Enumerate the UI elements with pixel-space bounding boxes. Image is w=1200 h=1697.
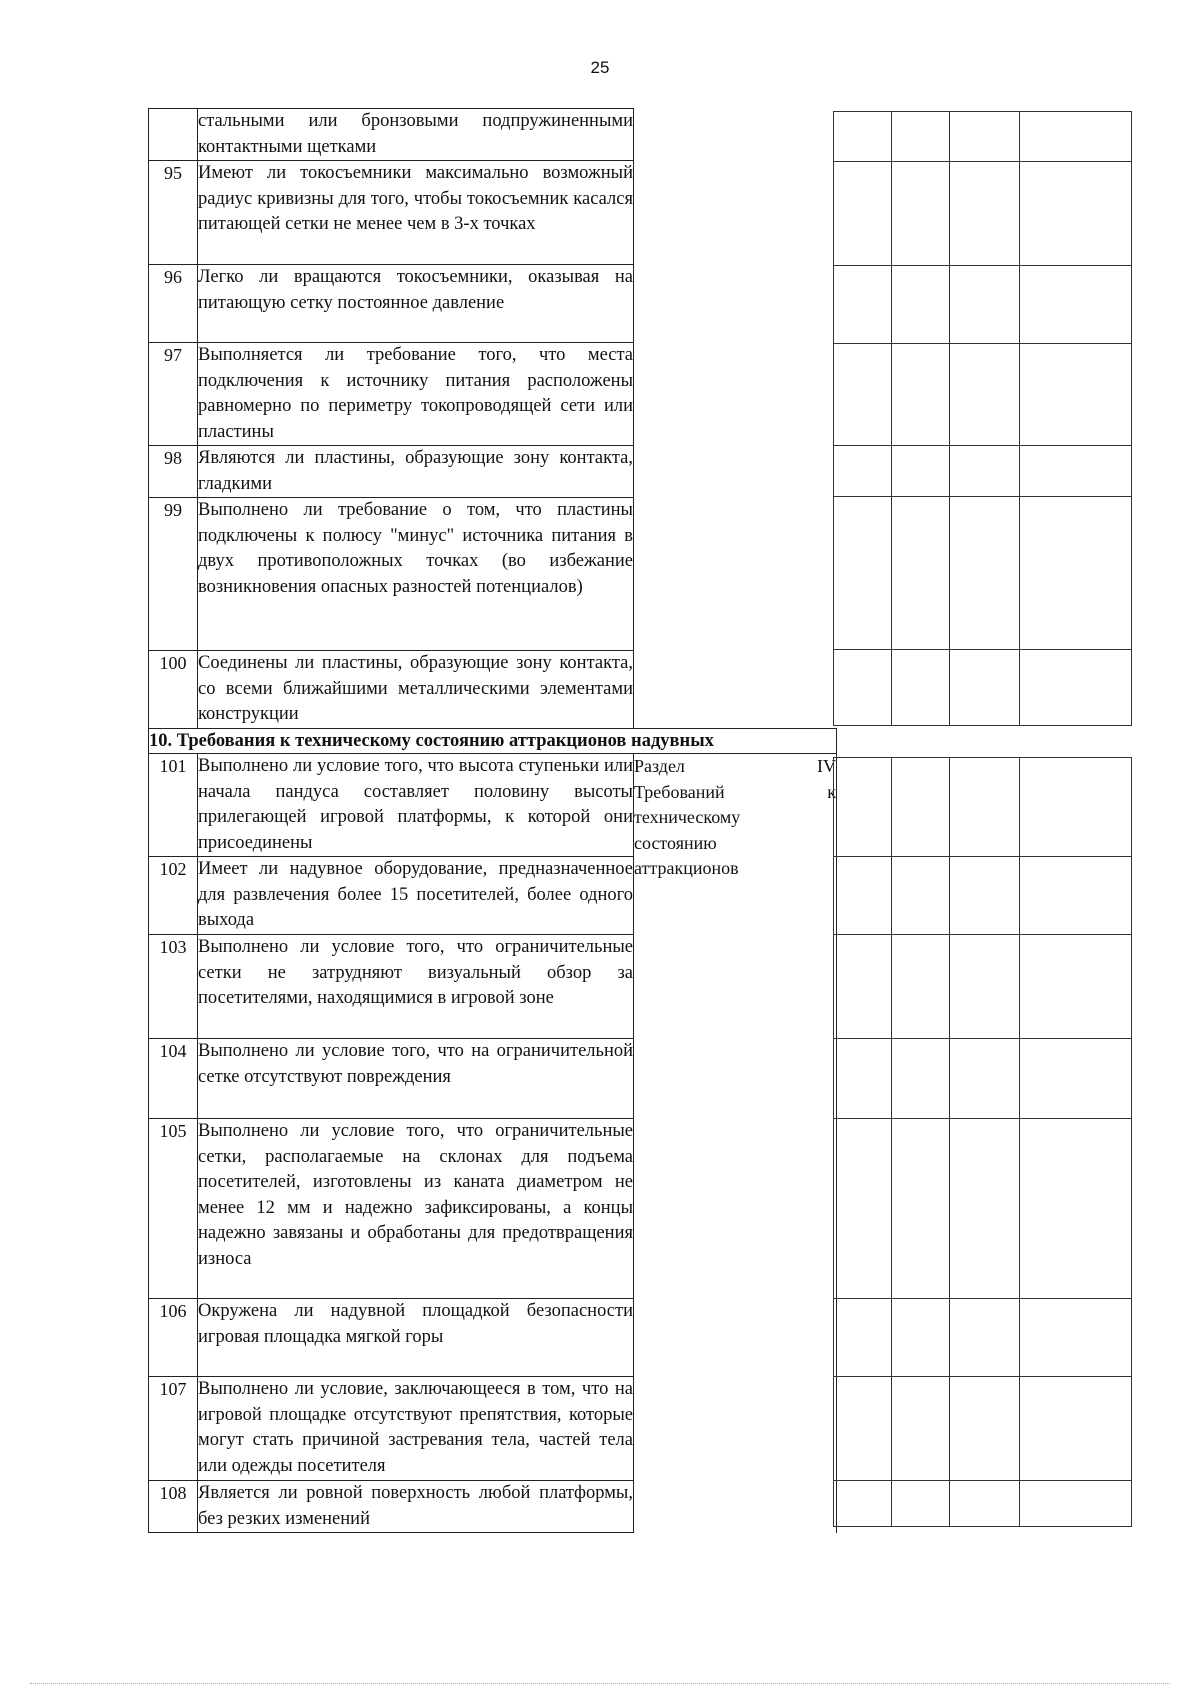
mark-cell xyxy=(834,650,892,726)
marks-row xyxy=(834,446,1132,497)
mark-cell xyxy=(1020,344,1132,446)
mark-cell xyxy=(950,112,1020,162)
empty-reference-cell xyxy=(634,109,837,729)
regulation-reference xyxy=(634,754,837,1533)
mark-cell xyxy=(892,162,950,266)
row-number: 99 xyxy=(149,498,198,651)
mark-cell xyxy=(892,112,950,162)
marks-row xyxy=(834,935,1132,1039)
mark-cell xyxy=(892,1299,950,1377)
mark-cell xyxy=(950,650,1020,726)
mark-cell xyxy=(892,1119,950,1299)
reference-word: Требований xyxy=(634,781,725,802)
reference-word: аттракционов xyxy=(634,858,739,878)
mark-cell xyxy=(892,758,950,857)
row-number: 106 xyxy=(149,1299,198,1377)
mark-cell xyxy=(892,857,950,935)
mark-cell xyxy=(1020,1039,1132,1119)
mark-cell xyxy=(892,446,950,497)
mark-cell xyxy=(892,1039,950,1119)
row-number: 105 xyxy=(149,1119,198,1299)
mark-cell xyxy=(1020,1119,1132,1299)
question-text: Легко ли вращаются токосъемники, оказывая на питающую сетку постоянное давление xyxy=(198,265,634,343)
mark-cell xyxy=(950,1377,1020,1481)
reference-line xyxy=(634,754,836,780)
mark-cell xyxy=(1020,1299,1132,1377)
mark-cell xyxy=(1020,112,1132,162)
question-text: Выполнено ли условие того, что высота ступеньки или начала пандуса составляет половину высоты прилегающей игровой платформы, к которой они присоединены xyxy=(198,754,634,857)
section-heading: 10. Требования к техническому состоянию аттракционов надувных xyxy=(149,729,837,754)
mark-cell xyxy=(1020,446,1132,497)
mark-cell xyxy=(834,1299,892,1377)
question-text: Являются ли пластины, образующие зону контакта, гладкими xyxy=(198,446,634,498)
mark-cell xyxy=(834,497,892,650)
mark-cell xyxy=(892,1377,950,1481)
mark-cell xyxy=(892,497,950,650)
row-number: 97 xyxy=(149,343,198,446)
reference-line xyxy=(634,831,836,857)
reference-word: IV xyxy=(817,756,836,776)
scan-edge-line xyxy=(30,1683,1170,1684)
marks-row xyxy=(834,1377,1132,1481)
mark-cell xyxy=(834,857,892,935)
mark-cell xyxy=(1020,758,1132,857)
row-number: 102 xyxy=(149,857,198,935)
mark-cell xyxy=(834,1039,892,1119)
mark-cell xyxy=(834,446,892,497)
row-number: 96 xyxy=(149,265,198,343)
marks-row xyxy=(834,497,1132,650)
marks-row xyxy=(834,1119,1132,1299)
reference-word: Раздел xyxy=(634,756,685,776)
row-number: 95 xyxy=(149,161,198,265)
marks-row xyxy=(834,266,1132,344)
reference-line xyxy=(634,805,836,831)
row-number: 107 xyxy=(149,1377,198,1481)
question-text: Соединены ли пластины, образующие зону контакта, со всеми ближайшими металлическими элементами конструкции xyxy=(198,651,634,729)
row-number: 101 xyxy=(149,754,198,857)
mark-cell xyxy=(892,935,950,1039)
mark-cell xyxy=(1020,1481,1132,1527)
mark-cell xyxy=(834,344,892,446)
mark-cell xyxy=(834,1481,892,1527)
mark-cell xyxy=(892,344,950,446)
mark-cell xyxy=(892,266,950,344)
row-number: 100 xyxy=(149,651,198,729)
reference-line xyxy=(634,780,836,806)
checklist-table xyxy=(148,108,837,1533)
row-number: 98 xyxy=(149,446,198,498)
mark-cell xyxy=(950,446,1020,497)
marks-row xyxy=(834,1039,1132,1119)
reference-word: состоянию xyxy=(634,832,717,853)
marks-row xyxy=(834,344,1132,446)
question-text: Окружена ли надувной площадкой безопасности игровая площадка мягкой горы xyxy=(198,1299,634,1377)
mark-cell xyxy=(1020,650,1132,726)
question-text: Выполнено ли условие, заключающееся в том, что на игровой площадке отсутствуют препятствия, которые могут стать причиной застревания тела, частей тела или одежды посетителя xyxy=(198,1377,634,1481)
marks-row xyxy=(834,1299,1132,1377)
mark-cell xyxy=(950,266,1020,344)
mark-cell xyxy=(950,1039,1020,1119)
question-text: Выполнено ли условие того, что на ограничительной сетке отсутствуют повреждения xyxy=(198,1039,634,1119)
reference-line xyxy=(634,856,836,882)
mark-cell xyxy=(834,112,892,162)
mark-cell xyxy=(950,758,1020,857)
mark-cell xyxy=(834,266,892,344)
marks-row xyxy=(834,162,1132,266)
mark-cell xyxy=(834,758,892,857)
mark-cell xyxy=(1020,1377,1132,1481)
reference-word: к xyxy=(827,781,836,802)
marks-row xyxy=(834,650,1132,726)
question-text: Выполнено ли условие того, что ограничительные сетки, располагаемые на склонах для подъема посетителей, изготовлены из каната диаметром не менее 12 мм и надежно зафиксированы, а концы надежно завязаны и обработаны для предотвращения износа xyxy=(198,1119,634,1299)
question-text: Имеют ли токосъемники максимально возможный радиус кривизны для того, чтобы токосъемник касался питающей сетки не менее чем в 3-х точках xyxy=(198,161,634,265)
marks-grid-upper xyxy=(833,111,1132,726)
marks-row xyxy=(834,857,1132,935)
mark-cell xyxy=(1020,497,1132,650)
row-number xyxy=(149,109,198,161)
mark-cell xyxy=(950,1119,1020,1299)
question-text: Выполнено ли требование о том, что пластины подключены к полюсу "минус" источника питания в двух противоположных точках (во избежание возникновения опасных разностей потенциалов) xyxy=(198,498,634,651)
row-number: 108 xyxy=(149,1481,198,1533)
marks-row xyxy=(834,758,1132,857)
mark-cell xyxy=(892,1481,950,1527)
mark-cell xyxy=(834,1119,892,1299)
mark-cell xyxy=(950,344,1020,446)
question-text: Выполнено ли условие того, что ограничительные сетки не затрудняют визуальный обзор за посетителями, находящимися в игровой зоне xyxy=(198,935,634,1039)
mark-cell xyxy=(950,1299,1020,1377)
mark-cell xyxy=(892,650,950,726)
mark-cell xyxy=(950,497,1020,650)
mark-cell xyxy=(834,162,892,266)
mark-cell xyxy=(1020,162,1132,266)
mark-cell xyxy=(950,935,1020,1039)
reference-word: техническому xyxy=(634,807,741,827)
marks-row xyxy=(834,1481,1132,1527)
mark-cell xyxy=(950,1481,1020,1527)
row-number: 104 xyxy=(149,1039,198,1119)
marks-row xyxy=(834,112,1132,162)
question-text: Является ли ровной поверхность любой платформы, без резких изменений xyxy=(198,1481,634,1533)
mark-cell xyxy=(834,935,892,1039)
mark-cell xyxy=(950,857,1020,935)
table-row xyxy=(149,754,837,857)
row-number: 103 xyxy=(149,935,198,1039)
page-number: 25 xyxy=(590,58,610,77)
table-row xyxy=(149,109,837,161)
section-row xyxy=(149,729,837,754)
mark-cell xyxy=(1020,266,1132,344)
mark-cell xyxy=(1020,935,1132,1039)
question-text: стальными или бронзовыми подпружиненными контактными щетками xyxy=(198,109,634,161)
mark-cell xyxy=(1020,857,1132,935)
question-text: Имеет ли надувное оборудование, предназначенное для развлечения более 15 посетителей, более одного выхода xyxy=(198,857,634,935)
question-text: Выполняется ли требование того, что места подключения к источнику питания расположены равномерно по периметру токопроводящей сети или пластины xyxy=(198,343,634,446)
mark-cell xyxy=(834,1377,892,1481)
mark-cell xyxy=(950,162,1020,266)
marks-grid-lower xyxy=(833,757,1132,1527)
